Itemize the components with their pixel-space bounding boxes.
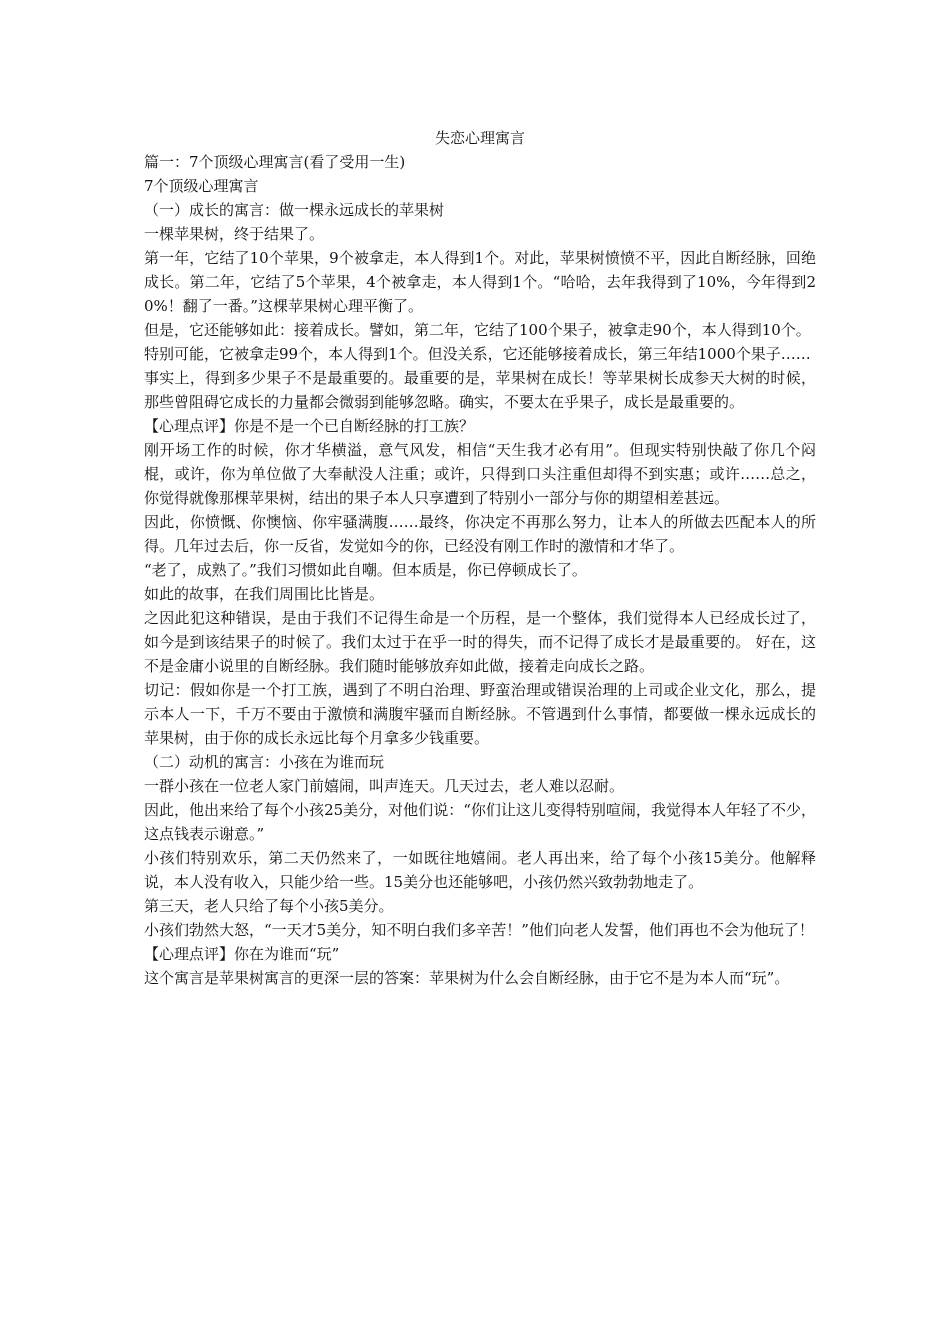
paragraph: 7个顶级心理寓言: [144, 177, 259, 195]
paragraph: 因此，你愤慨、你懊恼、你牢骚满腹……最终，你决定不再那么努力，让本人的所做去匹配本人的所得。几年过去后，你一反省，发觉如今的你，已经没有刚工作时的激情和才华了。: [144, 513, 816, 555]
paragraph: 小孩们特别欢乐，第二天仍然来了，一如既往地嬉闹。老人再出来，给了每个小孩15美分。他解释说，本人没有收入，只能少给一些。15美分也还能够吧，小孩仍然兴致勃勃地走了。: [144, 849, 816, 891]
document-body: [144, 126, 816, 990]
document-title: 失恋心理寓言: [434, 129, 525, 147]
paragraph: 这个寓言是苹果树寓言的更深一层的答案：苹果树为什么会自断经脉，由于它不是为本人而“玩”。: [144, 969, 790, 987]
paragraph: 事实上，得到多少果子不是最重要的。最重要的是，苹果树在成长！等苹果树长成参天大树的时候，那些曾阻碍它成长的力量都会微弱到能够忽略。确实，不要太在乎果子，成长是最重要的。: [144, 369, 816, 411]
section-heading: （二）动机的寓言：小孩在为谁而玩: [144, 753, 385, 771]
paragraph: 篇一：7个顶级心理寓言(看了受用一生): [144, 153, 406, 171]
section-heading: （一）成长的寓言：做一棵永远成长的苹果树: [144, 201, 445, 219]
commentary-heading: 【心理点评】你在为谁而“玩”: [144, 945, 340, 963]
paragraph: 如此的故事，在我们周围比比皆是。: [144, 585, 385, 603]
paragraph: 特别可能，它被拿走99个，本人得到1个。但没关系，它还能够接着成长，第三年结1000个果子……: [144, 345, 811, 363]
paragraph: 一棵苹果树，终于结果了。: [144, 225, 325, 243]
paragraph: 但是，它还能够如此：接着成长。譬如，第二年，它结了100个果子，被拿走90个，本人得到10个。: [144, 321, 811, 339]
paragraph: 第一年，它结了10个苹果，9个被拿走，本人得到1个。对此，苹果树愤愤不平，因此自断经脉，回绝成长。第二年，它结了5个苹果，4个被拿走，本人得到1个。“哈哈，去年我得到了10%，今年得到20%！翻了一番。”这棵苹果树心理平衡了。: [144, 249, 816, 315]
paragraph: 小孩们勃然大怒，“一天才5美分，知不明白我们多辛苦！”他们向老人发誓，他们再也不会为他玩了！: [144, 921, 814, 939]
paragraph: 之因此犯这种错误，是由于我们不记得生命是一个历程，是一个整体，我们觉得本人已经成长过了，如今是到该结果子的时候了。我们太过于在乎一时的得失，而不记得了成长才是最重要的。 好在，这不是金庸小说里的自断经脉。我们随时能够放弃如此做，接着走向成长之路。: [144, 609, 816, 675]
paragraph: 切记：假如你是一个打工族，遇到了不明白治理、野蛮治理或错误治理的上司或企业文化，那么，提示本人一下，千万不要由于激愤和满腹牢骚而自断经脉。不管遇到什么事情，都要做一棵永远成长的苹果树，由于你的成长永远比每个月拿多少钱重要。: [144, 681, 816, 747]
paragraph: 一群小孩在一位老人家门前嬉闹，叫声连天。几天过去，老人难以忍耐。: [144, 777, 625, 795]
paragraph: 第三天，老人只给了每个小孩5美分。: [144, 897, 394, 915]
paragraph: 刚开场工作的时候，你才华横溢，意气风发，相信“天生我才必有用”。但现实特别快敲了你几个闷棍，或许，你为单位做了大奉献没人注重；或许，只得到口头注重但却得不到实惠；或许……总之，你觉得就像那棵苹果树，结出的果子本人只享遭到了特别小一部分与你的期望相差甚远。: [144, 441, 816, 507]
paragraph: “老了，成熟了。”我们习惯如此自嘲。但本质是，你已停顿成长了。: [144, 561, 587, 579]
commentary-heading: 【心理点评】你是不是一个已自断经脉的打工族？: [144, 417, 475, 435]
paragraph: 因此，他出来给了每个小孩25美分，对他们说：“你们让这儿变得特别喧闹，我觉得本人年轻了不少，这点钱表示谢意。”: [144, 801, 816, 843]
